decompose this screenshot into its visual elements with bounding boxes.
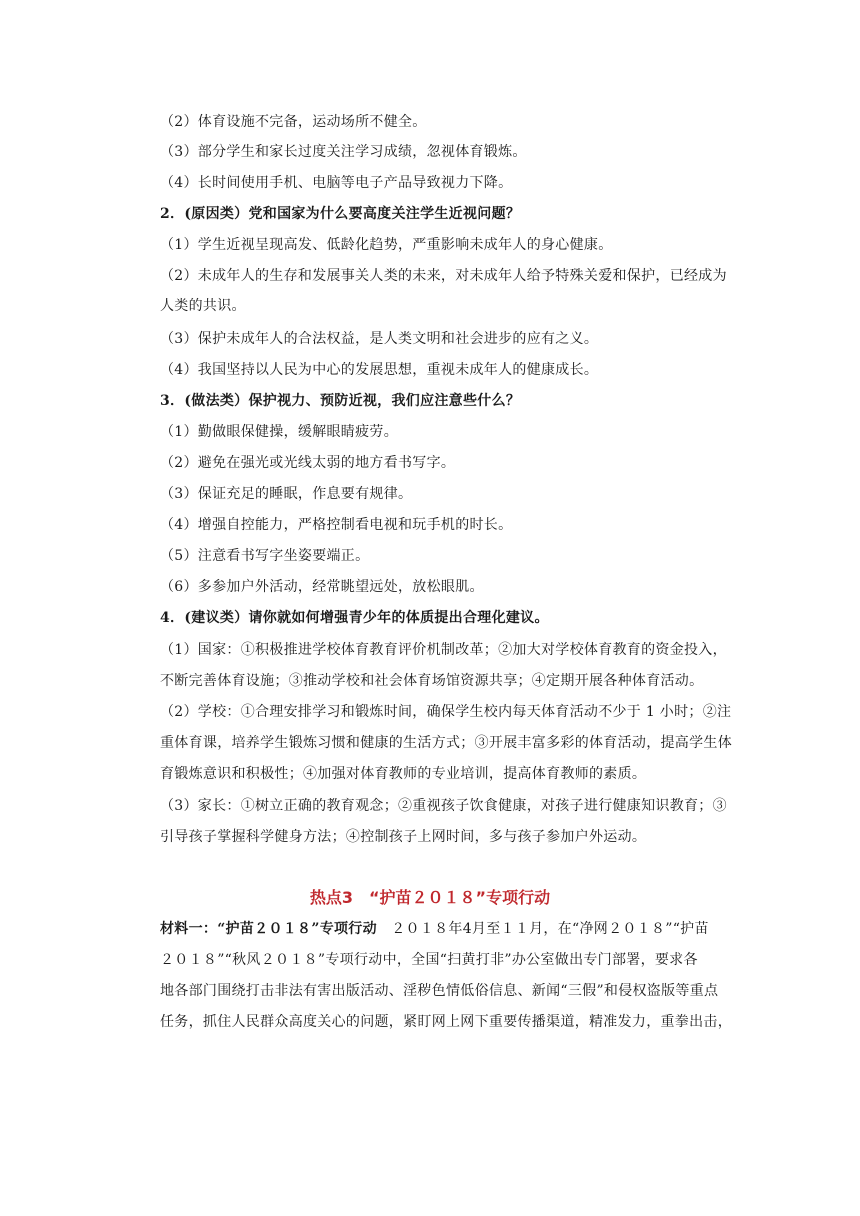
text-line: （4）我国坚持以人民为中心的发展思想，重视未成年人的健康成长。 (160, 362, 599, 378)
text-line: （3）保证充足的睡眠，作息要有规律。 (160, 486, 413, 502)
material-text: ２０１８年4月至１１月，在“净网２０１８”“护苗 (376, 921, 709, 937)
text-line: （2）学校：①合理安排学习和锻炼时间，确保学生校内每天体育活动不少于 1 小时；②注 (160, 704, 732, 720)
text-line: （3）保护未成年人的合法权益，是人类文明和社会进步的应有之义。 (160, 331, 599, 347)
text-line: （2）体育设施不完备，运动场所不健全。 (160, 114, 427, 130)
question-heading: 2．(原因类）党和国家为什么要高度关注学生近视问题？ (160, 206, 521, 222)
text-line: 不断完善体育设施；③推动学校和社会体育场馆资源共享；④定期开展各种体育活动。 (160, 673, 704, 689)
text-line: （2）未成年人的生存和发展事关人类的未来，对未成年人给予特殊关爱和保护，已经成为 (160, 268, 727, 284)
text-line: （2）避免在强光或光线太弱的地方看书写字。 (160, 455, 456, 471)
text-line: 重体育课，培养学生锻炼习惯和健康的生活方式；③开展丰富多彩的体育活动，提高学生体 (160, 735, 732, 751)
text-line: （3）家长：①树立正确的教育观念；②重视孩子饮食健康，对孩子进行健康知识教育；③ (160, 798, 727, 814)
text-line: （4）长时间使用手机、电脑等电子产品导致视力下降。 (160, 175, 513, 191)
text-line: （1）国家：①积极推进学校体育教育评价机制改革；②加大对学校体育教育的资金投入， (160, 642, 727, 658)
material-first-line (160, 919, 709, 939)
text-line: 人类的共识。 (160, 298, 246, 314)
text-line: （4）增强自控能力，严格控制看电视和玩手机的时长。 (160, 517, 513, 533)
text-line: （6）多参加户外活动，经常眺望远处，放松眼肌。 (160, 579, 484, 595)
text-line: 引导孩子掌握科学健身方法；④控制孩子上网时间，多与孩子参加户外运动。 (160, 829, 647, 845)
text-line: 任务，抓住人民群众高度关心的问题，紧盯网上网下重要传播渠道，精准发力，重拳出击， (160, 1014, 732, 1030)
text-line: 地各部门围绕打击非法有害出版活动、淫秽色情低俗信息、新闻“三假”和侵权盗版等重点 (160, 983, 719, 999)
hotspot-title: 热点3 “护苗２０１８”专项行动 (309, 888, 551, 907)
text-line: （5）注意看书写字坐姿要端正。 (160, 548, 370, 564)
text-line: （3）部分学生和家长过度关注学习成绩，忽视体育锻炼。 (160, 144, 527, 160)
question-heading: 4．(建议类）请你就如何增强青少年的体质提出合理化建议。 (160, 610, 549, 626)
text-line: （1）勤做眼保健操，缓解眼睛疲劳。 (160, 424, 399, 440)
text-line: ２０１８”“秋风２０１８”专项行动中，全国“扫黄打非”办公室做出专门部署，要求各 (160, 952, 698, 968)
question-heading: 3．(做法类）保护视力、预防近视，我们应注意些什么？ (160, 393, 521, 409)
material-label: 材料一：“护苗２０１８”专项行动 (160, 921, 377, 937)
text-line: 育锻炼意识和积极性；④加强对体育教师的专业培训，提高体育教师的素质。 (160, 766, 647, 782)
text-line: （1）学生近视呈现高发、低龄化趋势，严重影响未成年人的身心健康。 (160, 237, 613, 253)
